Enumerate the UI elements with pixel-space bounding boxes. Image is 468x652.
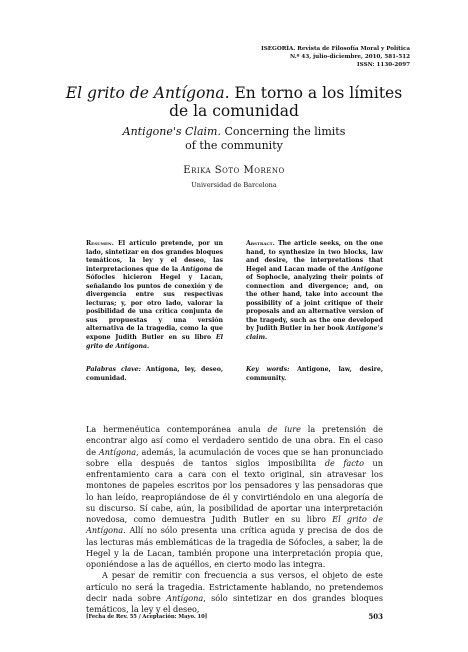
keywords-es-label: Palabras clave: [86,366,141,373]
subtitle-line2: of the community [185,138,283,152]
page-number: 503 [368,612,383,621]
keywords-en-label: Key words: [246,366,290,373]
subtitle-italic: Antigone's Claim. [122,125,221,138]
title-italic: El grito de Antígona. [65,84,230,102]
footer-dates: [Fecha de Rev. 55 / Aceptación: Mayo. 10] [86,614,208,620]
abstract-es-label: Resumen. [86,240,114,247]
keywords-english: Key words: Antigone, law, desire, community. [246,366,383,382]
title-rest: En torno a los límites [229,84,403,102]
subtitle-rest: Concerning the limits [221,125,346,138]
title-line2: de la comunidad [169,101,299,120]
abstract-spanish: Resumen. El artículo pretende, por un lado, sintetizar en dos grandes bloques temáticos, la ley y el deseo, las interpretaciones que de la Antígona de Sófocles hicieron Hegel y Lacan, señalando los puntos de conexión y de divergencia entre sus respectivas lecturas; y, por otro lado, valorar la posibilidad de una crítica conjunta de sus propuestas y una versión alternativa de la tragedia, como la que expone Judith Butler en su libro El grito de Antígona. [86,240,223,350]
abstract-english: Abstract. The article seeks, on the one hand, to synthesize in two blocks, law and desire, the interpretations that Hegel and Lacan made of the Antigone of Sophocle, analyzing their points of connection and divergence; and, on the other hand, take into account the possibility of a joint critique of their proposals and an alternative version of the tragedy, such as the one developed by Judith Butler in her book Antigone's claim. [246,240,383,342]
paragraph-2: A pesar de remitir con frecuencia a sus versos, el objeto de este artículo no será la tragedia. Estrictamente hablando, no pretendemos decir nada sobre Antígona, sólo sintetizar en dos grandes bloques temáticos, la ley y el deseo, [86,570,383,614]
paragraph-1: La hermenéutica contemporánea anula de iure la pretensión de encontrar algo así como el verdadero sentido de una obra. En el caso de Antígona, además, la acumulación de voces que se han pronunciado sobre ella después de tantos siglos imposibilita de facto un enfrentamiento cara a cara con el texto original, sin atravesar los montones de papeles escritos por los pensadores y las pensadoras que lo han leído, reapropiándose de él y convirtiéndolo en una alegoría de su discurso. Sí cabe, aún, la posibilidad de aportar una interpretación novedosa, como demuestra Judith Butler en su libro El grito de Antígona. Allí no sólo presenta una crítica aguda y precisa de dos de las lecturas más emblemáticas de la tragedia de Sófocles, a saber, la de Hegel y la de Lacan, también propone una interpretación propia que, oponiéndose a las de aquéllos, en cierto modo las integra. [86,424,384,569]
paper-title [50,85,418,120]
journal-issn: ISSN: 1130-2097 [357,62,410,68]
author-name: Erika Soto Moreno [183,165,285,176]
paper-subtitle [50,125,418,152]
keywords-spanish: Palabras clave: Antígona, ley, deseo, comunidad. [86,366,223,382]
body-text [86,424,383,615]
author-affiliation: Universidad de Barcelona [191,181,277,189]
journal-issue: N.º 43, julio-diciembre, 2010, 581-512 [289,54,410,60]
abstract-en-label: Abstract. [246,240,275,247]
journal-header [261,45,410,69]
journal-name: ISEGORÍA. Revista de Filosofía Moral y Política [261,46,410,52]
